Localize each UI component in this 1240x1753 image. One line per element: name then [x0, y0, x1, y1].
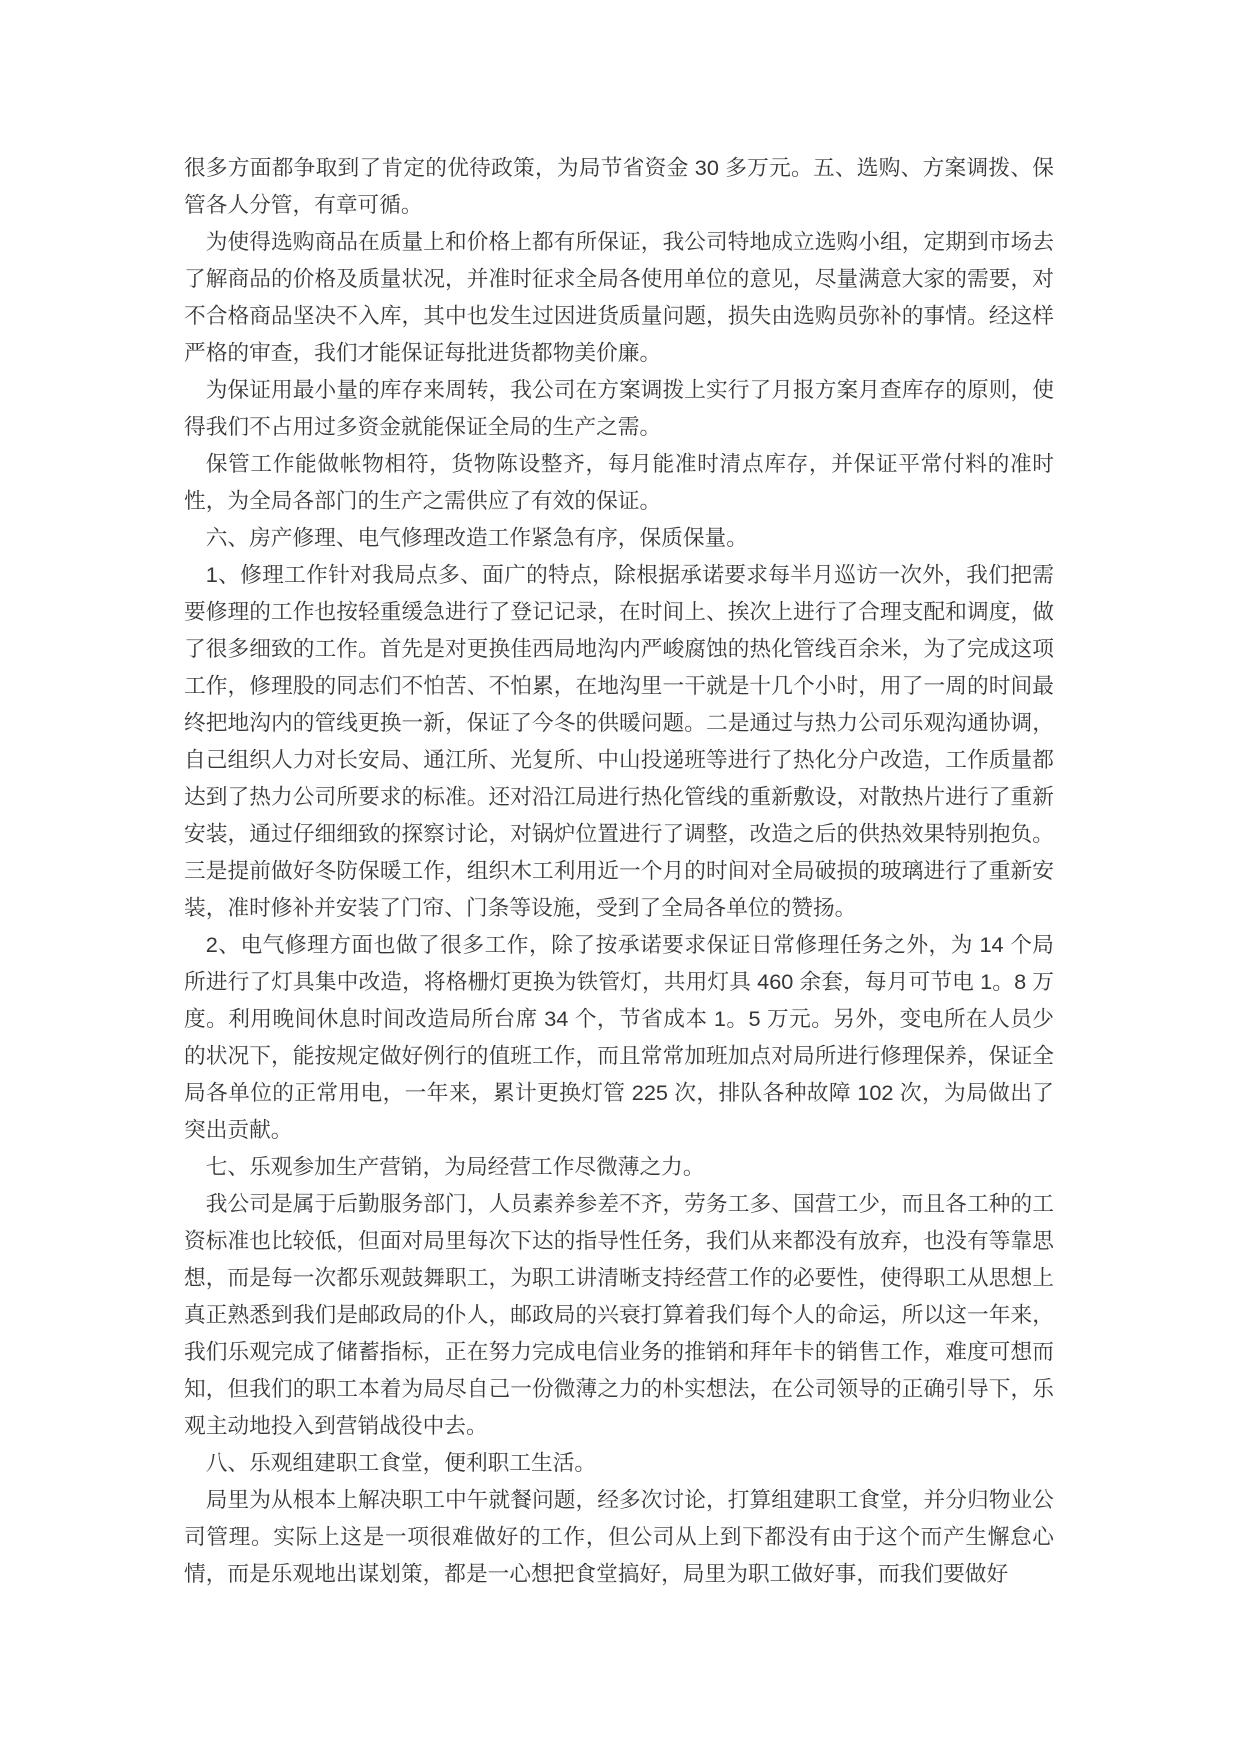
paragraph-6: 1、修理工作针对我局点多、面广的特点，除根据承诺要求每半月巡访一次外，我们把需要修理的工作也按轻重缓急进行了登记记录，在时间上、挨次上进行了合理支配和调度，做了很多细致的工作。首先是对更换佳西局地沟内严峻腐蚀的热化管线百余米，为了完成这项工作，修理股的同志们不怕苦、不怕累，在地沟里一干就是十几个小时，用了一周的时间最终把地沟内的管线更换一新，保证了今冬的供暖问题。二是通过与热力公司乐观沟通协调，自己组织人力对长安局、通江所、光复所、中山投递班等进行了热化分户改造，工作质量都达到了热力公司所要求的标准。还对沿江局进行热化管线的重新敷设，对散热片进行了重新安装，通过仔细细致的探察讨论，对锅炉位置进行了调整，改造之后的供热效果特别抱负。三是提前做好冬防保暖工作，组织木工利用近一个月的时间对全局破损的玻璃进行了重新安装，准时修补并安装了门帘、门条等设施，受到了全局各单位的赞扬。: [184, 562, 1054, 920]
paragraph-1: 很多方面都争取到了肯定的优待政策，为局节省资金 30 多万元。五、选购、方案调拨、保管各人分管，有章可循。: [184, 155, 1054, 217]
paragraph-7: 2、电气修理方面也做了很多工作，除了按承诺要求保证日常修理任务之外，为 14 个局所进行了灯具集中改造，将格栅灯更换为铁管灯，共用灯具 460 余套，每月可节电 1。8 万度。利用晚间休息时间改造局所台席 34 个，节省成本 1。5 万元。另外，变电所在人员少的状况下，能按规定做好例行的值班工作，而且常常加班加点对局所进行修理保养，保证全局各单位的正常用电，一年来，累计更换灯管 225 次，排队各种故障 102 次，为局做出了突出贡献。: [184, 932, 1054, 1142]
paragraph-8-heading-seven: 七、乐观参加生产营销，为局经营工作尽微薄之力。: [205, 1154, 705, 1179]
paragraph-10-heading-eight: 八、乐观组建职工食堂，便利职工生活。: [205, 1450, 597, 1475]
paragraph-2: 为使得选购商品在质量上和价格上都有所保证，我公司特地成立选购小组，定期到市场去了解商品的价格及质量状况，并准时征求全局各使用单位的意见，尽量满意大家的需要，对不合格商品坚决不入库，其中也发生过因进货质量问题，损失由选购员弥补的事情。经这样严格的审查，我们才能保证每批进货都物美价廉。: [184, 229, 1054, 365]
paragraph-9: 我公司是属于后勤服务部门，人员素养参差不齐，劳务工多、国营工少，而且各工种的工资标准也比较低，但面对局里每次下达的指导性任务，我们从来都没有放弃，也没有等靠思想，而是每一次都乐观鼓舞职工，为职工讲清晰支持经营工作的必要性，使得职工从思想上真正熟悉到我们是邮政局的仆人，邮政局的兴衰打算着我们每个人的命运，所以这一年来，我们乐观完成了储蓄指标，正在努力完成电信业务的推销和拜年卡的销售工作，难度可想而知，但我们的职工本着为局尽自己一份微薄之力的朴实想法，在公司领导的正确引导下，乐观主动地投入到营销战役中去。: [184, 1191, 1054, 1438]
paragraph-3: 为保证用最小量的库存来周转，我公司在方案调拨上实行了月报方案月查库存的原则，使得我们不占用过多资金就能保证全局的生产之需。: [184, 377, 1054, 439]
paragraph-4: 保管工作能做帐物相符，货物陈设整齐，每月能准时清点库存，并保证平常付料的准时性，为全局各部门的生产之需供应了有效的保证。: [184, 451, 1054, 513]
paragraph-5-heading-six: 六、房产修理、电气修理改造工作紧急有序，保质保量。: [205, 525, 748, 550]
paragraph-11: 局里为从根本上解决职工中午就餐问题，经多次讨论，打算组建职工食堂，并分归物业公司管理。实际上这是一项很难做好的工作，但公司从上到下都没有由于这个而产生懈怠心情，而是乐观地出谋划策，都是一心想把食堂搞好，局里为职工做好事，而我们要做好: [184, 1487, 1054, 1586]
